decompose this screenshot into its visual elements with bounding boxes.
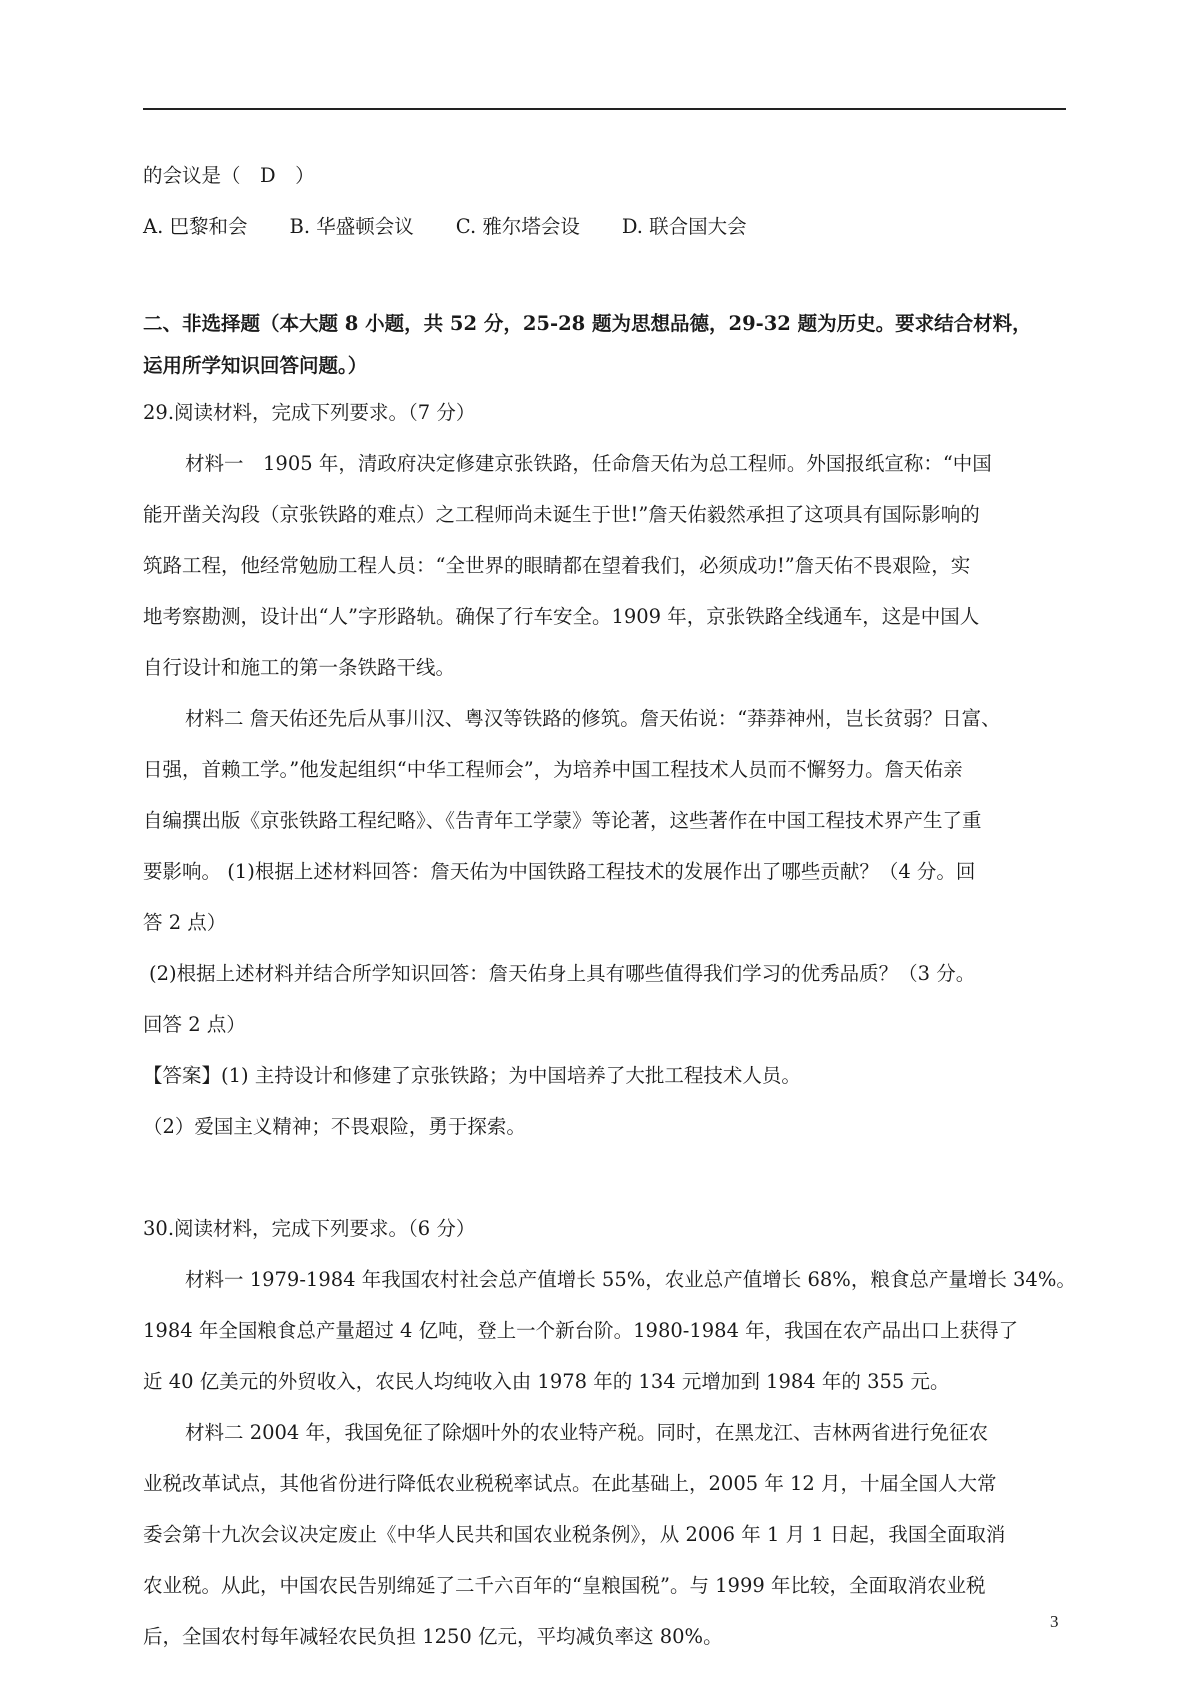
q30-m1-line: 材料一 1979-1984 年我国农村社会总产值增长 55%，农业总产值增长 68%，粮食总产量增长 34%。 [185,1268,1076,1291]
q29-m1-line: 筑路工程，他经常勉励工程人员：“全世界的眼睛都在望着我们，必须成功!”詹天佑不畏艰险，实 [143,554,971,577]
q29-m1-line: 能开凿关沟段（京张铁路的难点）之工程师尚未诞生于世!”詹天佑毅然承担了这项具有国际影响的 [143,503,980,526]
page-content [143,150,1076,1662]
q30-title: 30.阅读材料，完成下列要求。（6 分） [143,1217,476,1240]
q29-material2 [143,693,1066,948]
q29-m2-line: 材料二 詹天佑还先后从事川汉、粤汉等铁路的修筑。詹天佑说：“莽莽神州，岂长贫弱？日富、 [185,707,1001,730]
q29-q2-line: (2)根据上述材料并结合所学知识回答：詹天佑身上具有哪些值得我们学习的优秀品质？（3 分。 [149,962,976,985]
q30-m2-line: 业税改革试点，其他省份进行降低农业税税率试点。在此基础上，2005 年 12 月，十届全国人大常 [143,1472,997,1495]
q29-title: 29.阅读材料，完成下列要求。（7 分） [143,401,476,424]
prev-question-options [143,201,1066,252]
option-b: B. 华盛顿会议 [289,215,414,238]
q29-m2-line: 日强，首赖工学。”他发起组织“中华工程师会”，为培养中国工程技术人员而不懈努力。詹天佑亲 [143,758,963,781]
q30-m2-line: 农业税。从此，中国农民告别绵延了二千六百年的“皇粮国税”。与 1999 年比较，全面取消农业税 [143,1574,986,1597]
q29-m1-line: 材料一 1905 年，清政府决定修建京张铁路，任命詹天佑为总工程师。外国报纸宣称：“中国 [185,452,992,475]
q29-q2-line: 回答 2 点） [143,1013,246,1036]
q30-m1-line: 近 40 亿美元的外贸收入，农民人均纯收入由 1978 年的 134 元增加到 1984 年的 355 元。 [143,1370,950,1393]
q29-answer1: 【答案】(1) 主持设计和修建了京张铁路；为中国培养了大批工程技术人员。 [143,1064,801,1087]
q29-m1-line: 自行设计和施工的第一条铁路干线。 [143,656,456,679]
q30-m2-line: 委会第十九次会议决定废止《中华人民共和国农业税条例》，从 2006 年 1 月 1 日起，我国全面取消 [143,1523,1006,1546]
q30-material1 [143,1254,1076,1407]
option-c: C. 雅尔塔会设 [455,215,580,238]
section-heading-line2: 运用所学知识回答问题。） [143,354,368,377]
q29-material1 [143,438,1066,693]
q29-m2-line: 自编撰出版《京张铁路工程纪略》、《告青年工学蒙》等论著，这些著作在中国工程技术界产生了重 [143,809,982,832]
q30-m1-line: 1984 年全国粮食总产量超过 4 亿吨，登上一个新台阶。1980-1984 年，我国在农产品出口上获得了 [143,1319,1019,1342]
prev-question-stem: 的会议是（ D ） [143,164,315,187]
q30-m2-line: 材料二 2004 年，我国免征了除烟叶外的农业特产税。同时，在黑龙江、吉林两省进行免征农 [185,1421,989,1444]
q29-m2-line: 要影响。 (1)根据上述材料回答：詹天佑为中国铁路工程技术的发展作出了哪些贡献？（4 分。回 [143,860,976,883]
q29-question2 [143,948,1066,1050]
q29-answer2: （2）爱国主义精神；不畏艰险，勇于探索。 [143,1115,526,1138]
header-rule [143,108,1066,110]
section-heading-line1: 二、非选择题（本大题 8 小题，共 52 分，25-28 题为思想品德，29-32 题为历史。要求结合材料， [143,312,1032,335]
option-a: A. 巴黎和会 [143,215,248,238]
q29-m2-line: 答 2 点） [143,911,227,934]
q30-m2-line: 后，全国农村每年减轻农民负担 1250 亿元，平均减负率这 80%。 [143,1625,723,1648]
q30-material2 [143,1407,1066,1662]
q29-m1-line: 地考察勘测，设计出“人”字形路轨。确保了行车安全。1909 年，京张铁路全线通车，这是中国人 [143,605,980,628]
option-d: D. 联合国大会 [621,215,747,238]
page-number: 3 [1050,1612,1059,1631]
